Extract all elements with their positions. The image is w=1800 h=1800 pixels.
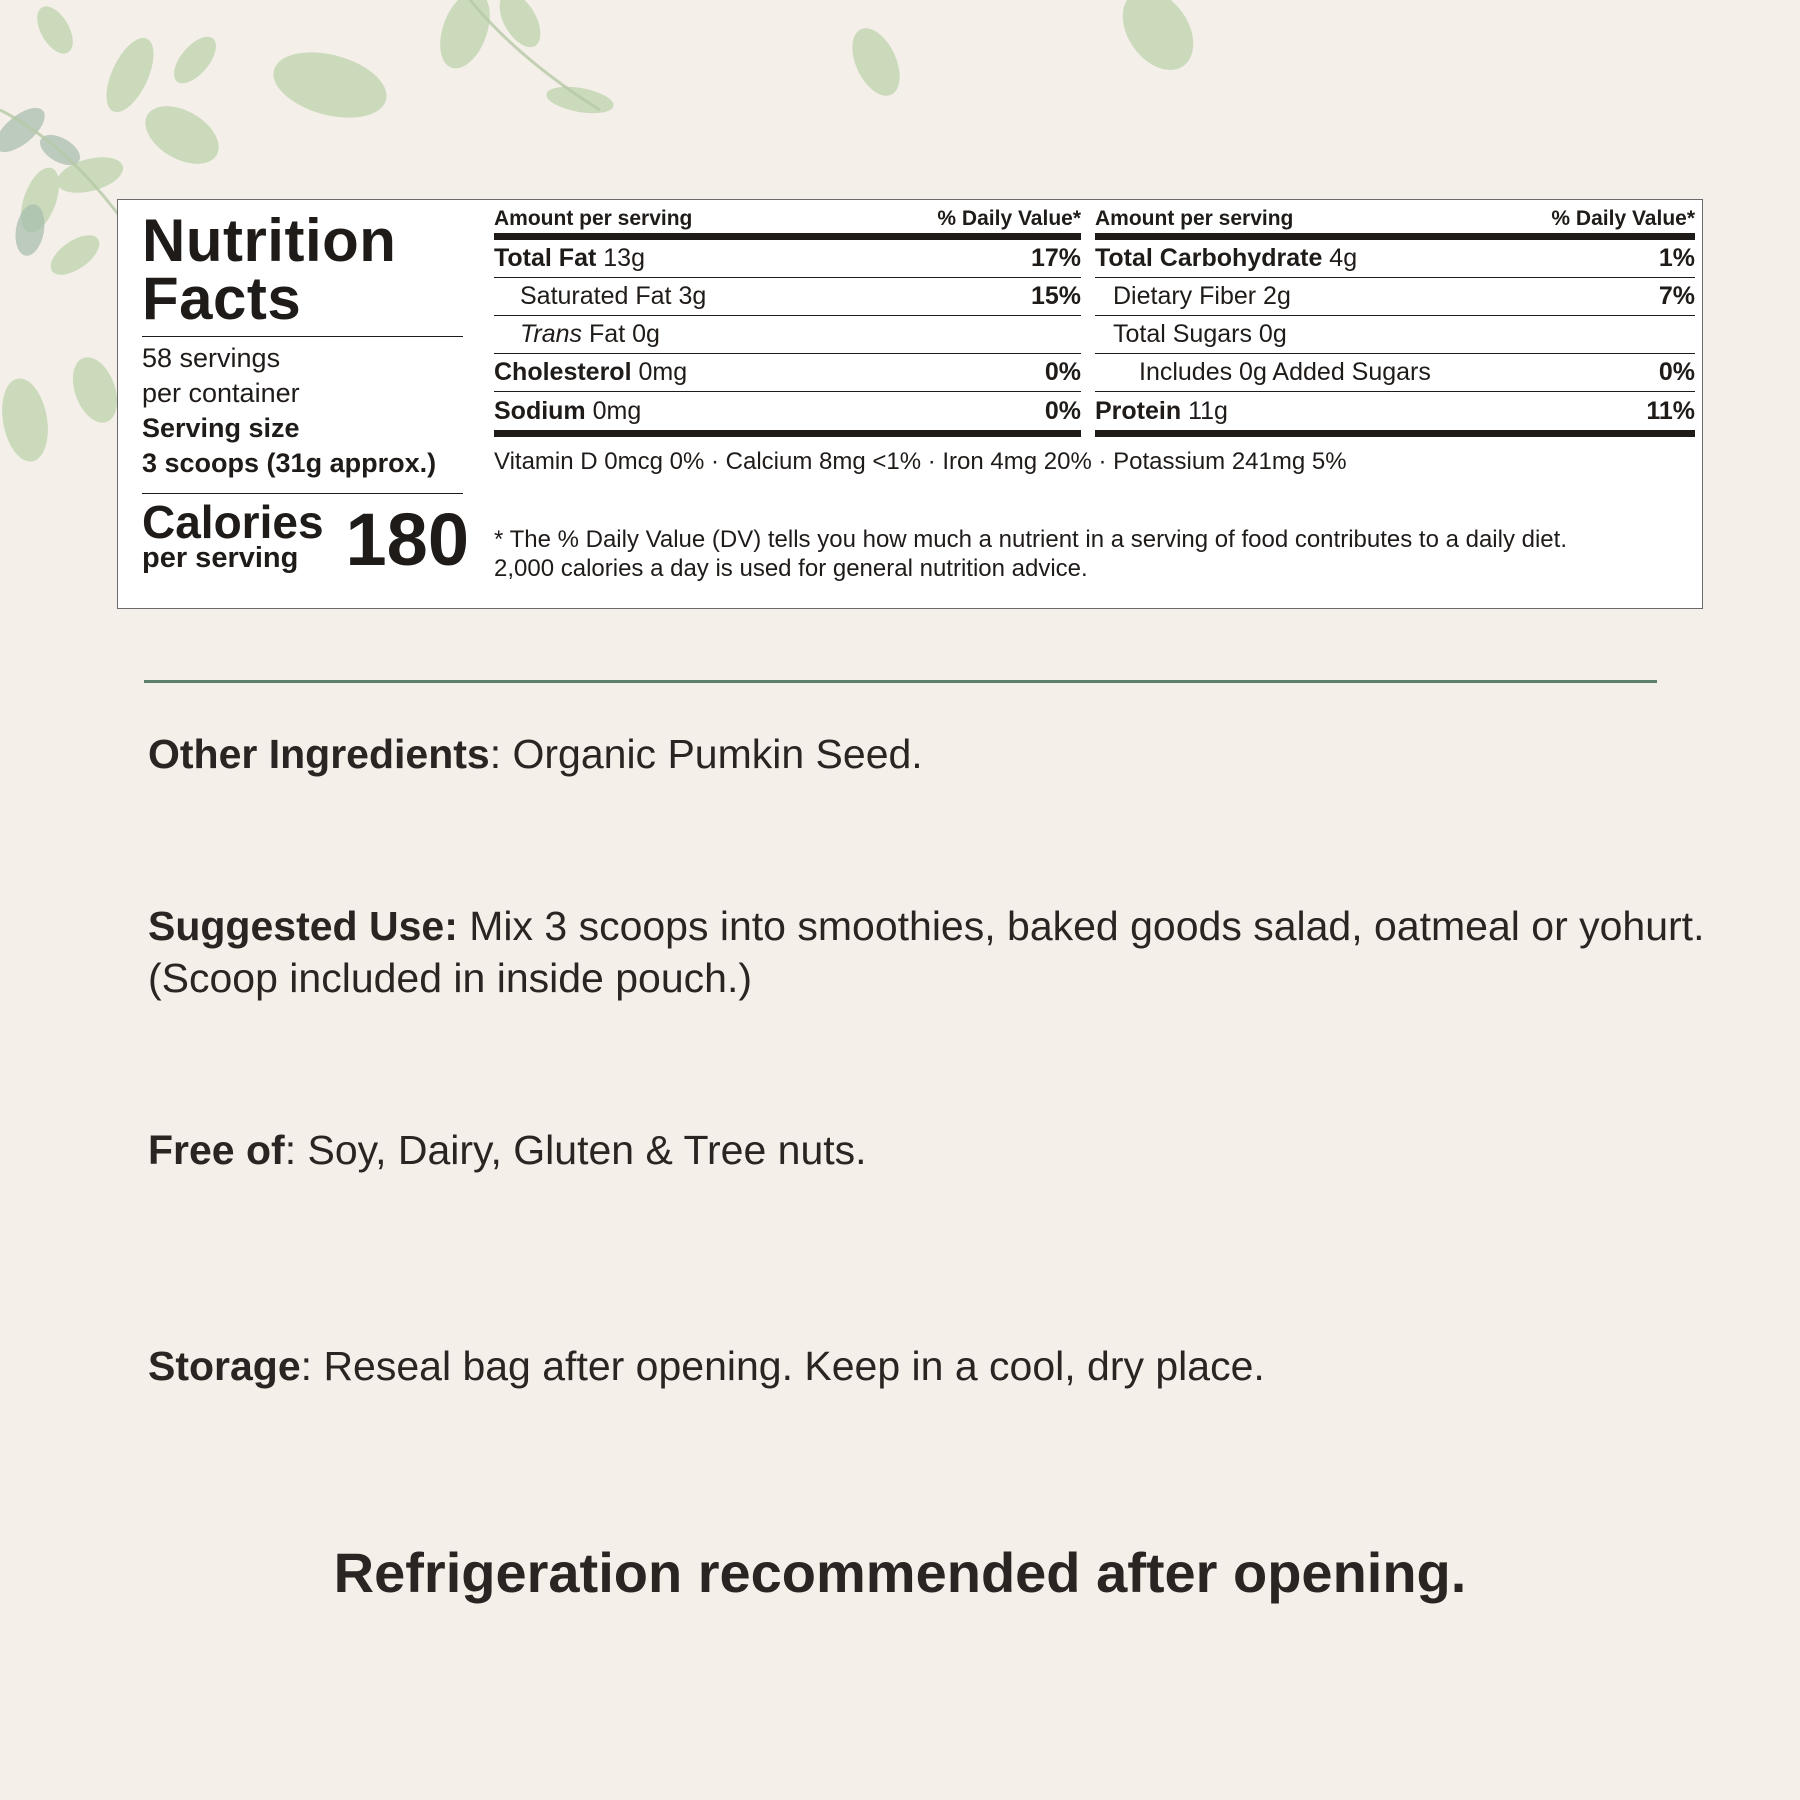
calories-value: 180 [345,498,469,581]
divider-thick [1095,233,1695,240]
nutrient-column-right [1095,200,1695,437]
other-ingredients-label: Other Ingredients [148,731,490,777]
calories-per-serving: per serving [142,542,299,574]
nutrient-row-sodium: Sodium 0mg 0% [494,396,1081,425]
nutrient-row-dietary-fiber: Dietary Fiber 2g 7% [1095,278,1695,316]
column-header: Amount per serving % Daily Value* [1095,207,1695,230]
other-ingredients [148,728,1708,780]
servings-per-container-suffix: per container [142,378,300,408]
nutrient-row-total-fat: Total Fat 13g 17% [494,240,1081,278]
nutrient-row-cholesterol: Cholesterol 0mg 0% [494,354,1081,392]
nutrient-row-added-sugars: Includes 0g Added Sugars 0% [1095,354,1695,392]
divider-thick [494,430,1081,437]
divider-thick [1095,430,1695,437]
storage-label: Storage [148,1343,301,1389]
suggested-use-label: Suggested Use: [148,903,458,949]
free-of-text: : Soy, Dairy, Gluten & Tree nuts. [284,1127,867,1173]
storage [148,1340,1708,1392]
section-divider [144,680,1657,683]
free-of-label: Free of [148,1127,285,1173]
nutrient-row-total-carbohydrate: Total Carbohydrate 4g 1% [1095,240,1695,278]
calories-row [142,494,469,594]
nutrition-facts-title: Nutrition Facts [142,207,397,332]
daily-value-footnote: * The % Daily Value (DV) tells you how much a nutrient in a serving of food contributes to a daily diet. 2,000 calories a day is used for general nutrition advice. [494,526,1567,582]
vitamins-minerals-line: Vitamin D 0mcg 0% · Calcium 8mg <1% · Iron 4mg 20% · Potassium 241mg 5% [494,448,1347,475]
column-header: Amount per serving % Daily Value* [494,207,1081,230]
nutrition-facts-panel [117,199,1703,609]
divider-line [142,336,463,337]
refrigeration-notice: Refrigeration recommended after opening. [333,1541,1467,1604]
serving-size-label: Serving size [142,413,300,443]
free-of [148,1124,1708,1176]
calories-label: Calories [142,496,324,548]
nutrition-facts-summary [142,207,469,594]
other-ingredients-text: : Organic Pumkin Seed. [489,731,923,777]
serving-size-value: 3 scoops (31g approx.) [142,448,437,478]
divider-thick [494,233,1081,240]
suggested-use [148,900,1708,1004]
suggested-use-text: Mix 3 scoops into smoothies, baked goods salad, oatmeal or yohurt. (Scoop included in inside pouch.) [148,903,1705,1001]
storage-text: : Reseal bag after opening. Keep in a cool, dry place. [300,1343,1265,1389]
servings-per-container: 58 servings [142,343,281,373]
nutrient-row-trans-fat: Trans Fat 0g [494,316,1081,354]
nutrient-row-saturated-fat: Saturated Fat 3g 15% [494,278,1081,316]
nutrient-column-left [494,200,1081,437]
nutrient-row-protein: Protein 11g 11% [1095,396,1695,425]
nutrient-row-total-sugars: Total Sugars 0g [1095,316,1695,354]
